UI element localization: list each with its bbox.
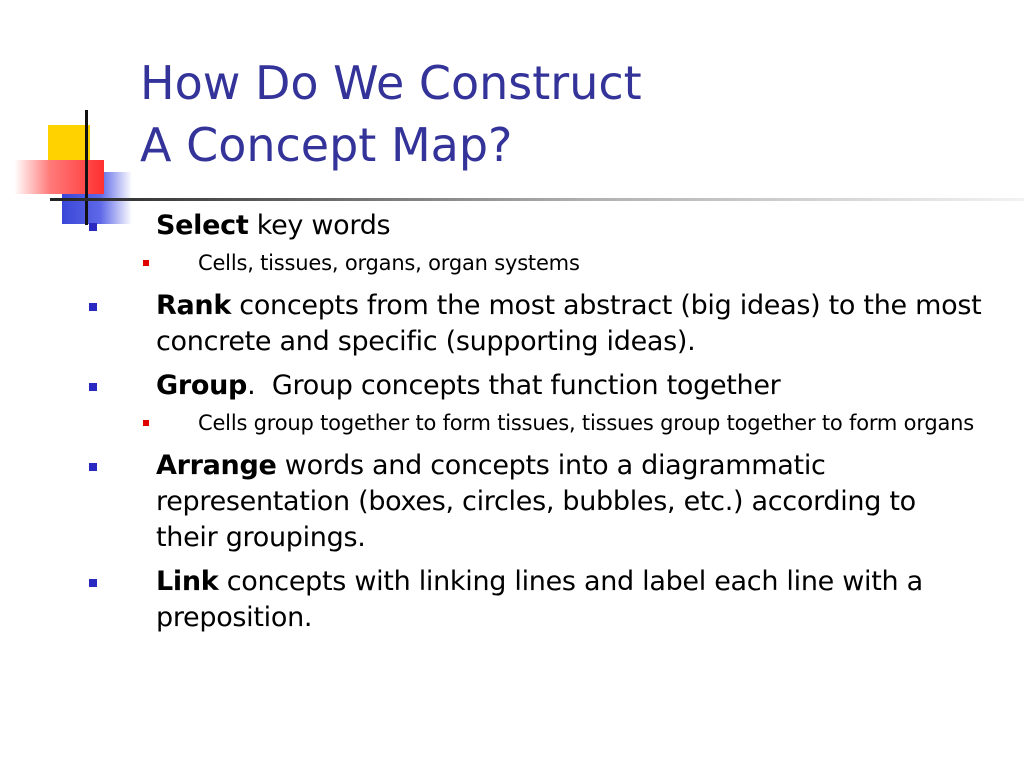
- square-bullet-icon: [89, 303, 97, 311]
- bullet-list: [0, 208, 1024, 644]
- bullet-keyword: Select: [156, 210, 249, 241]
- bullet-text: words and concepts into a diagrammatic representation (boxes, circles, bubbles, etc.) according to their groupings.: [156, 450, 916, 553]
- bullet-item-group: [0, 368, 1024, 404]
- bullet-text: . Group concepts that function together: [247, 370, 781, 401]
- sub-bullet-item: [0, 248, 1024, 278]
- bullet-item-rank: [0, 288, 1024, 360]
- decoration-horizontal-rule: [50, 198, 1024, 201]
- title-line-2: A Concept Map?: [140, 118, 513, 172]
- small-square-bullet-icon: [143, 260, 149, 266]
- square-bullet-icon: [89, 223, 97, 231]
- square-bullet-icon: [89, 383, 97, 391]
- slide-title: [140, 52, 1000, 176]
- bullet-keyword: Group: [156, 370, 248, 401]
- sub-bullet-text: Cells, tissues, organs, organ systems: [198, 251, 580, 275]
- title-line-1: How Do We Construct: [140, 56, 642, 110]
- bullet-item-select: [0, 208, 1024, 244]
- bullet-item-arrange: [0, 448, 1024, 556]
- bullet-keyword: Rank: [156, 290, 231, 321]
- bullet-text: key words: [248, 210, 391, 241]
- square-bullet-icon: [89, 463, 97, 471]
- small-square-bullet-icon: [143, 420, 149, 426]
- bullet-text: concepts with linking lines and label each line with a preposition.: [156, 566, 923, 633]
- sub-bullet-text: Cells group together to form tissues, tissues group together to form organs: [198, 411, 975, 435]
- decoration-red-bar: [14, 160, 104, 194]
- bullet-keyword: Link: [156, 566, 219, 597]
- sub-bullet-item: [0, 408, 1024, 438]
- bullet-item-link: [0, 564, 1024, 636]
- bullet-text: concepts from the most abstract (big ideas) to the most concrete and specific (supporting ideas).: [156, 290, 982, 357]
- bullet-keyword: Arrange: [156, 450, 277, 481]
- square-bullet-icon: [89, 579, 97, 587]
